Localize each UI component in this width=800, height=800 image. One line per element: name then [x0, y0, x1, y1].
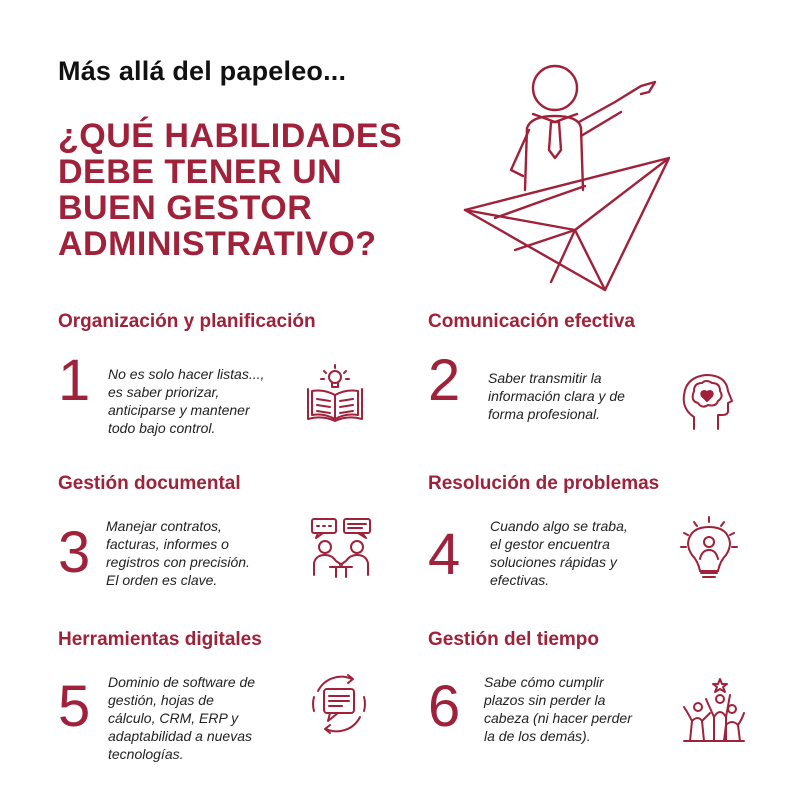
description-line: el gestor encuentra	[490, 536, 610, 552]
description-line: registros con precisión.	[106, 554, 250, 570]
description-line: Cuando algo se traba,	[490, 518, 628, 534]
description-line: adaptabilidad a nuevas	[108, 728, 253, 744]
skill-title: Comunicación efectiva	[428, 311, 635, 332]
description-line: El orden es clave.	[106, 572, 218, 588]
headline-line: BUEN GESTOR	[58, 189, 313, 227]
skill-description	[106, 517, 250, 589]
skill-description	[108, 673, 255, 763]
description-line: todo bajo control.	[108, 420, 216, 436]
description-line: soluciones rápidas y	[490, 554, 617, 570]
kicker-title: Más allá del papeleo...	[58, 56, 347, 86]
description-line: tecnologías.	[108, 746, 184, 762]
paper-plane-rider-illustration	[455, 50, 670, 300]
skill-description	[484, 673, 632, 745]
skill-title: Herramientas digitales	[58, 629, 262, 650]
skill-number: 1	[58, 348, 91, 413]
description-line: plazos sin perder la	[484, 692, 606, 708]
skill-organizacion	[58, 311, 398, 436]
lightbulb-person-icon	[676, 515, 742, 581]
headline-line: DEBE TENER UN	[58, 153, 343, 191]
description-line: la de los demás).	[484, 728, 591, 744]
skill-description	[488, 369, 625, 423]
skill-title: Resolución de problemas	[428, 473, 660, 494]
description-line: anticiparse y mantener	[108, 402, 250, 418]
description-line: Dominio de software de	[108, 674, 256, 690]
skill-number: 6	[428, 674, 461, 739]
skill-resolucion	[428, 473, 768, 593]
skill-title: Organización y planificación	[58, 311, 316, 332]
description-line: Sabe cómo cumplir	[484, 674, 604, 690]
document-cycle-icon	[306, 671, 372, 737]
skill-gestion-documental	[58, 473, 398, 593]
skill-number: 5	[58, 674, 91, 739]
open-book-lightbulb-icon	[302, 361, 368, 427]
skill-herramientas-digitales	[58, 629, 398, 762]
description-line: efectivas.	[490, 572, 550, 588]
skill-gestion-tiempo	[428, 629, 768, 749]
description-line: cabeza (ni hacer perder	[484, 710, 632, 726]
description-line: cálculo, CRM, ERP y	[108, 710, 239, 726]
meeting-people-icon	[308, 515, 374, 581]
description-line: Saber transmitir la	[488, 370, 602, 386]
skill-number: 4	[428, 522, 461, 587]
description-line: forma profesional.	[488, 406, 601, 422]
headline-line: ADMINISTRATIVO?	[58, 225, 377, 263]
description-line: Manejar contratos,	[106, 518, 222, 534]
team-star-icon	[680, 677, 746, 743]
description-line: No es solo hacer listas...,	[108, 366, 265, 382]
headline-line: ¿QUÉ HABILIDADES	[58, 117, 403, 155]
skill-title: Gestión documental	[58, 473, 241, 494]
skill-comunicacion	[428, 311, 768, 431]
page-title	[58, 118, 458, 262]
skill-number: 3	[58, 520, 91, 585]
description-line: información clara y de	[488, 388, 625, 404]
description-line: es saber priorizar,	[108, 384, 220, 400]
description-line: gestión, hojas de	[108, 692, 214, 708]
head-brain-heart-icon	[676, 369, 742, 435]
skill-description	[490, 517, 628, 589]
description-line: facturas, informes o	[106, 536, 229, 552]
skill-title: Gestión del tiempo	[428, 629, 600, 650]
skill-description	[108, 365, 264, 437]
skill-number: 2	[428, 348, 461, 413]
